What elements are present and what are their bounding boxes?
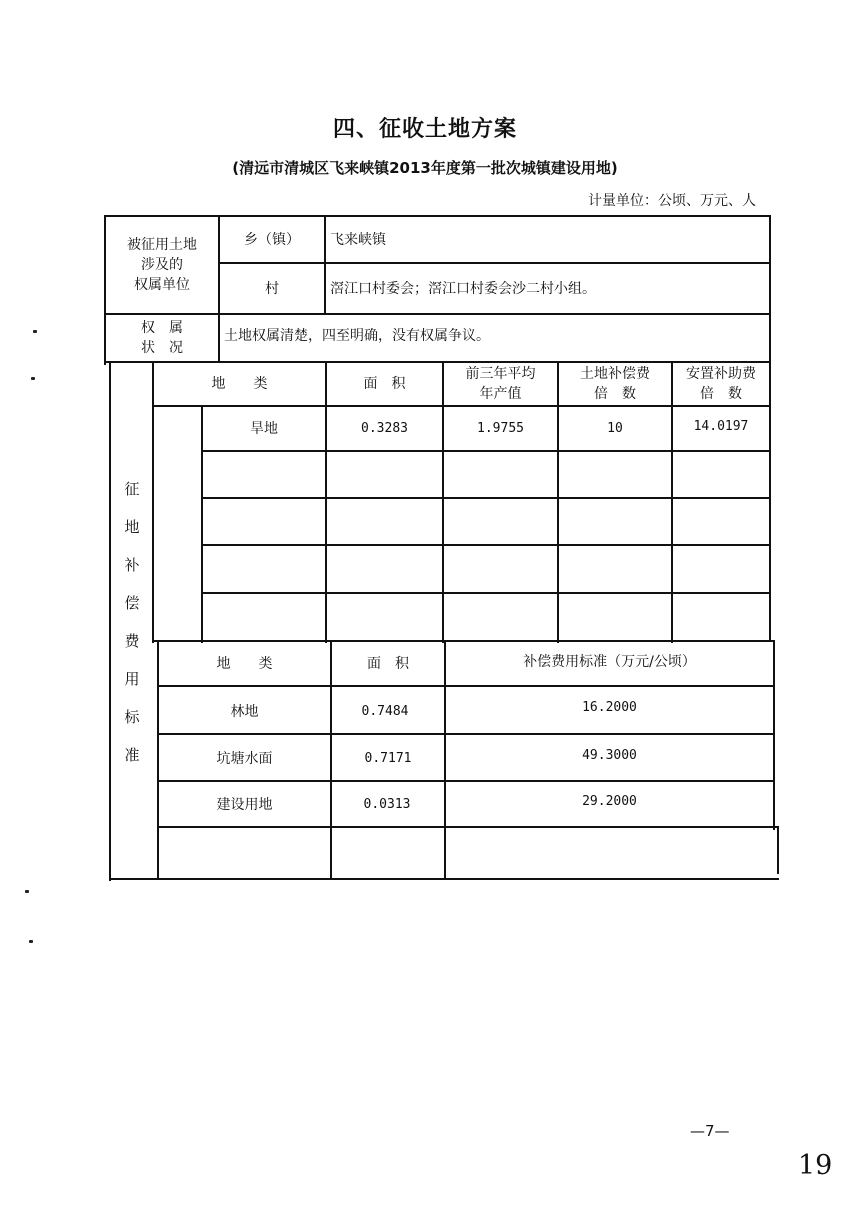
table1-cell-area: 0.3283 bbox=[361, 420, 408, 436]
table2-cell-type: 林地 bbox=[230, 704, 259, 720]
row-divider bbox=[201, 497, 771, 499]
page-title: 四、征收土地方案 bbox=[332, 117, 517, 142]
table1-cell-avg-output: 1.9755 bbox=[477, 420, 524, 436]
table-border bbox=[109, 363, 111, 881]
table1-header-area: 面 积 bbox=[363, 376, 406, 392]
scan-speck bbox=[29, 940, 33, 943]
ownership-status-label: 权 属 状 况 bbox=[141, 320, 183, 356]
side-label-char: 地 bbox=[124, 518, 140, 536]
ownership-label: 被征用土地 涉及的 权属单位 bbox=[127, 237, 197, 293]
side-label-char: 偿 bbox=[124, 594, 140, 612]
table1-header-land-multiple: 土地补偿费 倍 数 bbox=[580, 366, 650, 402]
side-label-char: 用 bbox=[124, 670, 140, 688]
table1-header-land-type: 地 类 bbox=[211, 376, 268, 392]
scan-speck bbox=[33, 330, 37, 333]
township-label: 乡（镇） bbox=[244, 231, 300, 248]
village-label: 村 bbox=[265, 280, 279, 297]
table1-header-avg-output: 前三年平均 年产值 bbox=[465, 366, 536, 402]
table1-cell-type: 旱地 bbox=[250, 420, 278, 437]
side-label-char: 标 bbox=[124, 708, 140, 726]
village-value: 滘江口村委会；滘江口村委会沙二村小组。 bbox=[330, 281, 596, 297]
handwritten-page-number: 19 bbox=[798, 1150, 833, 1181]
row-divider bbox=[201, 450, 771, 452]
table2-cell-area: 0.7484 bbox=[361, 704, 409, 719]
page-subtitle: (清远市清城区飞来峡镇2013年度第一批次城镇建设用地) bbox=[232, 159, 618, 177]
table2-cell-area: 0.7171 bbox=[364, 751, 412, 766]
measurement-unit: 计量单位：公顷、万元、人 bbox=[588, 193, 756, 209]
side-label-char: 准 bbox=[124, 746, 140, 764]
table1-cell-land-multiple: 10 bbox=[607, 420, 623, 436]
side-label-char: 费 bbox=[124, 632, 140, 650]
side-label-char: 征 bbox=[124, 480, 140, 498]
ownership-status-value: 土地权属清楚，四至明确，没有权属争议。 bbox=[224, 328, 490, 344]
table2-cell-standard: 49.3000 bbox=[582, 748, 637, 763]
scan-speck bbox=[25, 890, 29, 893]
table2-cell-area: 0.0313 bbox=[363, 797, 411, 812]
scan-speck bbox=[31, 377, 35, 380]
column-divider bbox=[324, 215, 326, 315]
row-divider bbox=[157, 826, 779, 828]
table2-cell-type: 建设用地 bbox=[216, 797, 273, 813]
table-border bbox=[773, 640, 775, 830]
table-border bbox=[777, 826, 779, 874]
table2-header-area: 面 积 bbox=[367, 655, 409, 672]
township-value: 飞来峡镇 bbox=[330, 232, 386, 248]
side-label-char: 补 bbox=[124, 556, 140, 574]
table2-header-land-type: 地 类 bbox=[216, 655, 273, 672]
table2-cell-standard: 29.2000 bbox=[582, 794, 637, 809]
table1-cell-resettle-multiple: 14.0197 bbox=[693, 418, 749, 434]
table-border bbox=[769, 215, 771, 640]
row-divider bbox=[201, 592, 771, 594]
table2-cell-standard: 16.2000 bbox=[582, 700, 637, 715]
table1-header-resettle-multiple: 安置补助费 倍 数 bbox=[686, 366, 756, 402]
row-divider bbox=[201, 544, 771, 546]
compensation-standard-side-label bbox=[112, 470, 152, 774]
table2-cell-type: 坑塘水面 bbox=[216, 751, 273, 767]
table2-header-standard: 补偿费用标准（万元/公顷） bbox=[523, 653, 696, 670]
page-number: —7— bbox=[690, 1122, 730, 1140]
